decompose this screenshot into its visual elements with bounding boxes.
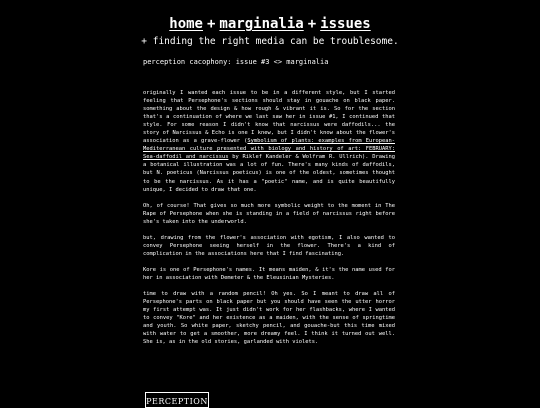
article-body <box>143 89 395 354</box>
nav-separator: + <box>206 16 216 32</box>
site-tagline: + finding the right media can be troublesome. <box>141 36 399 47</box>
paragraph-text: originally I wanted each issue to be in a different style, but I started feeling that Persephone's sections should stay in gouache on black paper. something about the design & how rough & vibrant it is. So for the section that's a continuation of where we last saw her in issue #1, I continued that style. For some reason I didn't know that narcissus were daffodils... the story of Narcissus & Echo is one I knew, but I didn't know about the flower's association as a grave-flower ( <box>143 90 395 145</box>
paragraph-kore: Kore is one of Persephone's names. It means maiden, & it's the name used for her in association with Demeter & the Eleusinian Mysteries. <box>143 266 395 281</box>
nav-separator: + <box>307 16 317 32</box>
nav-issues-link[interactable]: issues <box>320 16 371 32</box>
paragraph-text: by Riklef Kandeler & Wolfram R. Ullrich). Drawing a botanical illustration was a lot of fun. There's many kinds of daffodils, but N. poeticus (Narcissus poeticus) is one of the oldest, sometimes thought to be the narcissus. As it has a "poetic" name, and is quite beautifully unique, I decided to draw that one. <box>143 154 395 193</box>
symbolism-of-plants-link[interactable]: Symbolism of plants: examples from European-Mediterranean culture presented with biology and history of art: FEBRUARY: Sea-daffodil and narcissus <box>143 138 395 161</box>
paragraph-egotism: but, drawing from the flower's association with egotism, I also wanted to convey Persephone seeing herself in the flower. There's a kind of complication in the associations here that I find fascinating. <box>143 234 395 257</box>
paragraph-symbolic-weight: Oh, of course! That gives so much more symbolic weight to the moment in The Rape of Persephone when she is standing in a field of narcissus right before she's taken into the underworld. <box>143 202 395 225</box>
paragraph-daffodils <box>143 89 395 194</box>
nav-marginalia-link[interactable]: marginalia <box>219 16 304 32</box>
breadcrumb: perception cacophony: issue #3 <> marginalia <box>143 58 329 66</box>
perception-logo-text: PERCEPTION <box>146 397 208 406</box>
site-nav <box>0 16 540 33</box>
paragraph-pencil: time to draw with a random pencil! Oh yes. So I meant to draw all of Persephone's parts on black paper but you should have seen the utter horror my first attempt was. It just didn't work for her flashbacks, where I wanted to convey "Kore" and her existence as a maiden, with the sense of springtime and youth. So white paper, sketchy pencil, and gouache-but this time mixed with water to get a smoother, more dreamy feel. I think it turned out well. She is, as in the old stories, garlanded with violets. <box>143 290 395 346</box>
perception-logo-image <box>145 392 209 408</box>
nav-home-link[interactable]: home <box>169 16 203 32</box>
